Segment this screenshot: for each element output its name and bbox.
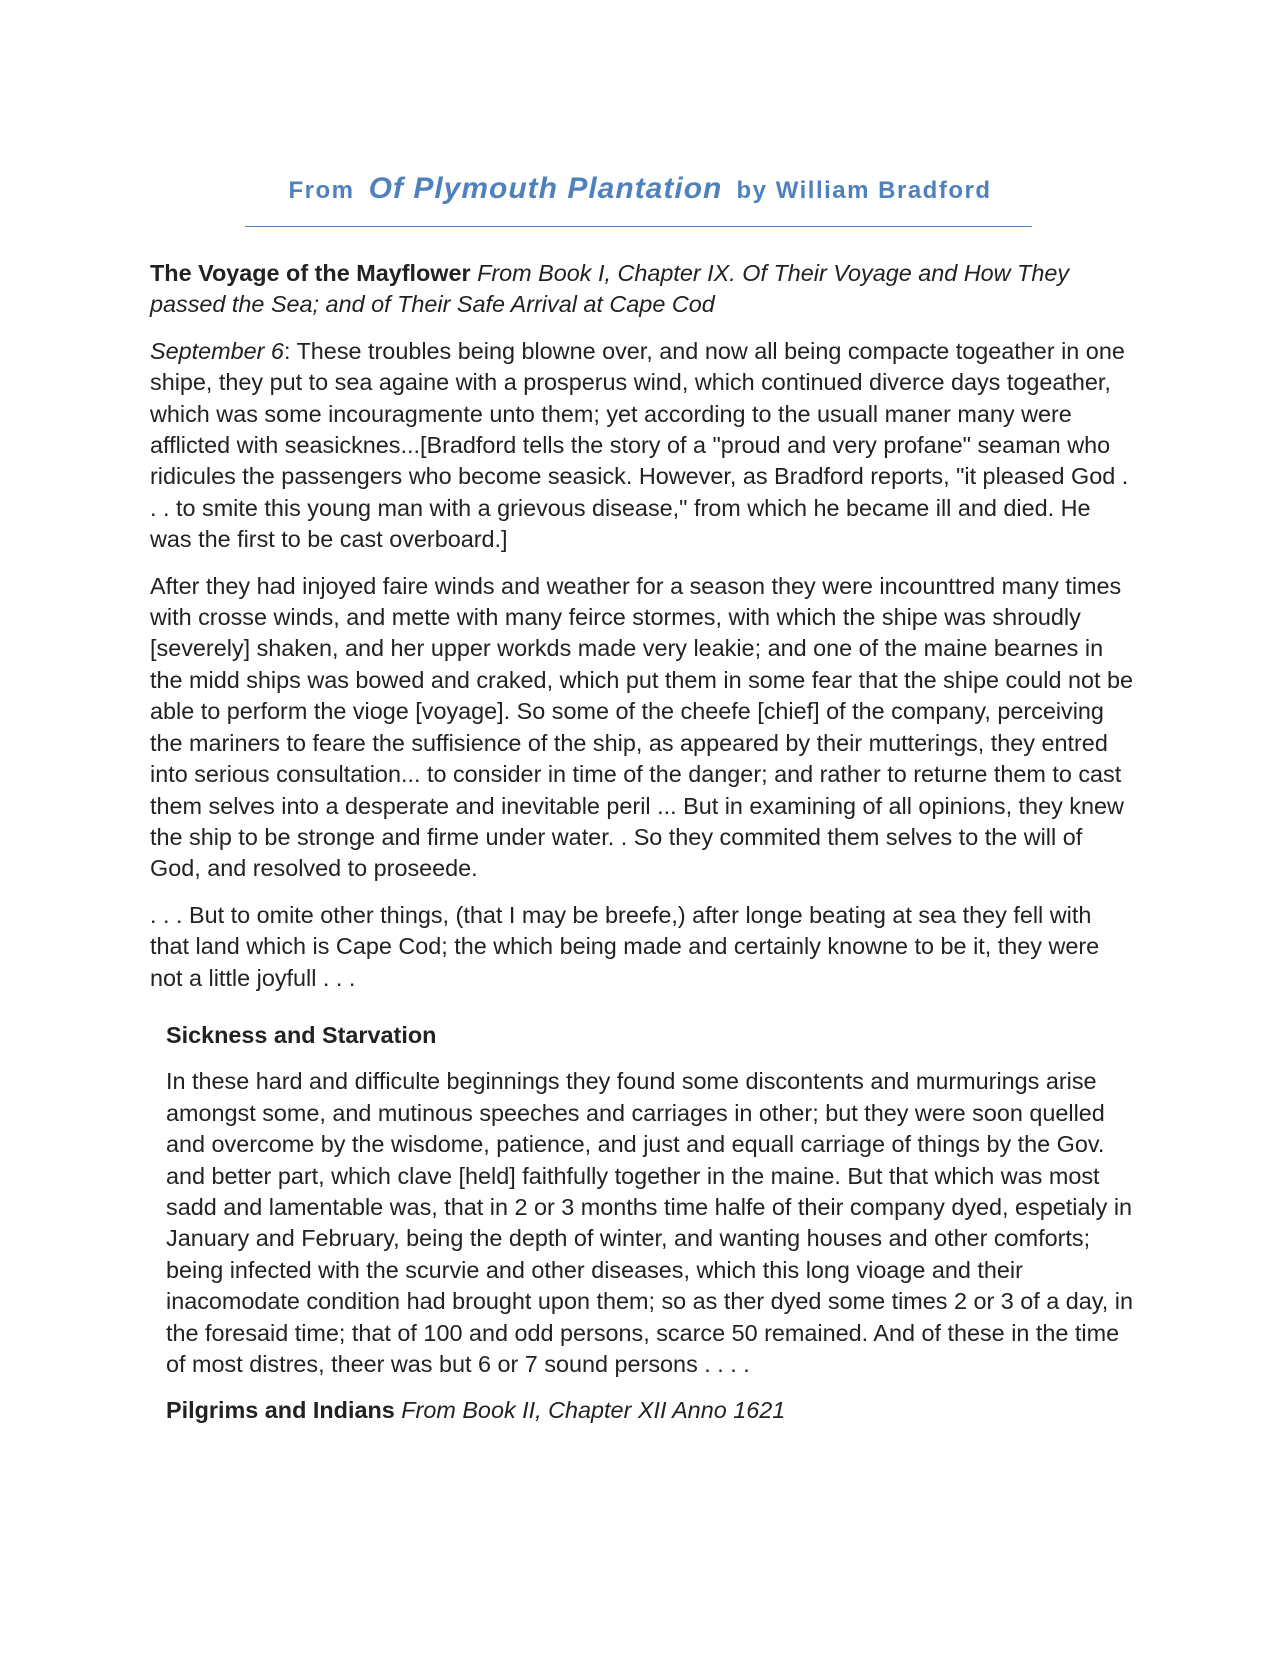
title-author: by William Bradford [736, 177, 992, 204]
section-subtitle: From Book II, Chapter XII Anno 1621 [401, 1397, 786, 1424]
title-prefix: From [288, 177, 355, 204]
document-body [150, 258, 1135, 1442]
paragraph: In these hard and difficulte beginnings they found some discontents and murmurings arise amongst some, and mutinous speeches and carriages in other; but they were soon quelled and overcome by the wisdome, patience, and just and equall carriage of things by the Gov. and better part, which clave [held] faithfully together in the maine. But that which was most sadd and lamentable was, that in 2 or 3 months time halfe of their company dyed, espetialy in January and February, being the depth of winter, and wanting houses and other comforts; being infected with the scurvie and other diseases, which this long vioage and their inacomodate condition had brought upon them; so as ther dyed some times 2 or 3 of a day, in the foresaid time; that of 100 and odd persons, scarce 50 remained. And of these in the time of most distres, theer was but 6 or 7 sound persons . . . . [166, 1068, 1133, 1377]
paragraph-text: : These troubles being blowne over, and now all being compacte togeather in one shipe, they put to sea againe with a prosperus wind, which continued diverce days togeather, which was some incouragmente unto them; yet according to the usuall maner many were afflicted with seasicknes...[Bradford tells the story of a "proud and very profane" seaman who ridicules the passengers who become seasick. However, as Bradford reports, "it pleased God . . . to smite this young man with a grievous disease," from which he became ill and died. He was the first to be cast overboard.] [150, 337, 1129, 553]
title-work: Of Plymouth Plantation [368, 172, 723, 205]
section-heading-sickness [166, 1020, 1135, 1051]
title-underline [245, 226, 1032, 227]
paragraph [150, 336, 1135, 556]
section-title: The Voyage of the Mayflower [150, 260, 471, 286]
section-subtitle: From Book I, Chapter IX. Of Their Voyage and How They passed the Sea; and of Their Safe Arrival at Cape Cod [150, 260, 1070, 318]
section-heading-voyage [150, 258, 1135, 321]
date-label: September 6 [150, 337, 284, 364]
section-title: Sickness and Starvation [166, 1021, 437, 1048]
section-title: Pilgrims and Indians [166, 1397, 395, 1424]
paragraph: After they had injoyed faire winds and weather for a season they were incounttred many times with crosse winds, and mette with many feirce stormes, with which the shipe was shroudly [severely] shaken, and her upper workds made very leakie; and one of the maine bearnes in the midd ships was bowed and craked, which put them in some fear that the shipe could not be able to perform the vioge [voyage]. So some of the cheefe [chief] of the company, perceiving the mariners to feare the suffisience of the ship, as appeared by their mutterings, they entred into serious consultation... to consider in time of the danger; and rather to returne them to cast them selves into a desperate and inevitable peril ... But in examining of all opinions, they knew the ship to be stronge and firme under water. . So they commited them selves to the will of God, and resolved to proseede. [150, 572, 1133, 882]
document-title [0, 172, 1280, 206]
indented-section [150, 1020, 1135, 1427]
section-heading-pilgrims [166, 1395, 1135, 1426]
paragraph: . . . But to omite other things, (that I may be breefe,) after longe beating at sea they fell with that land which is Cape Cod; the which being made and certainly knowne to be it, they were not a little joyfull . . . [150, 901, 1100, 991]
